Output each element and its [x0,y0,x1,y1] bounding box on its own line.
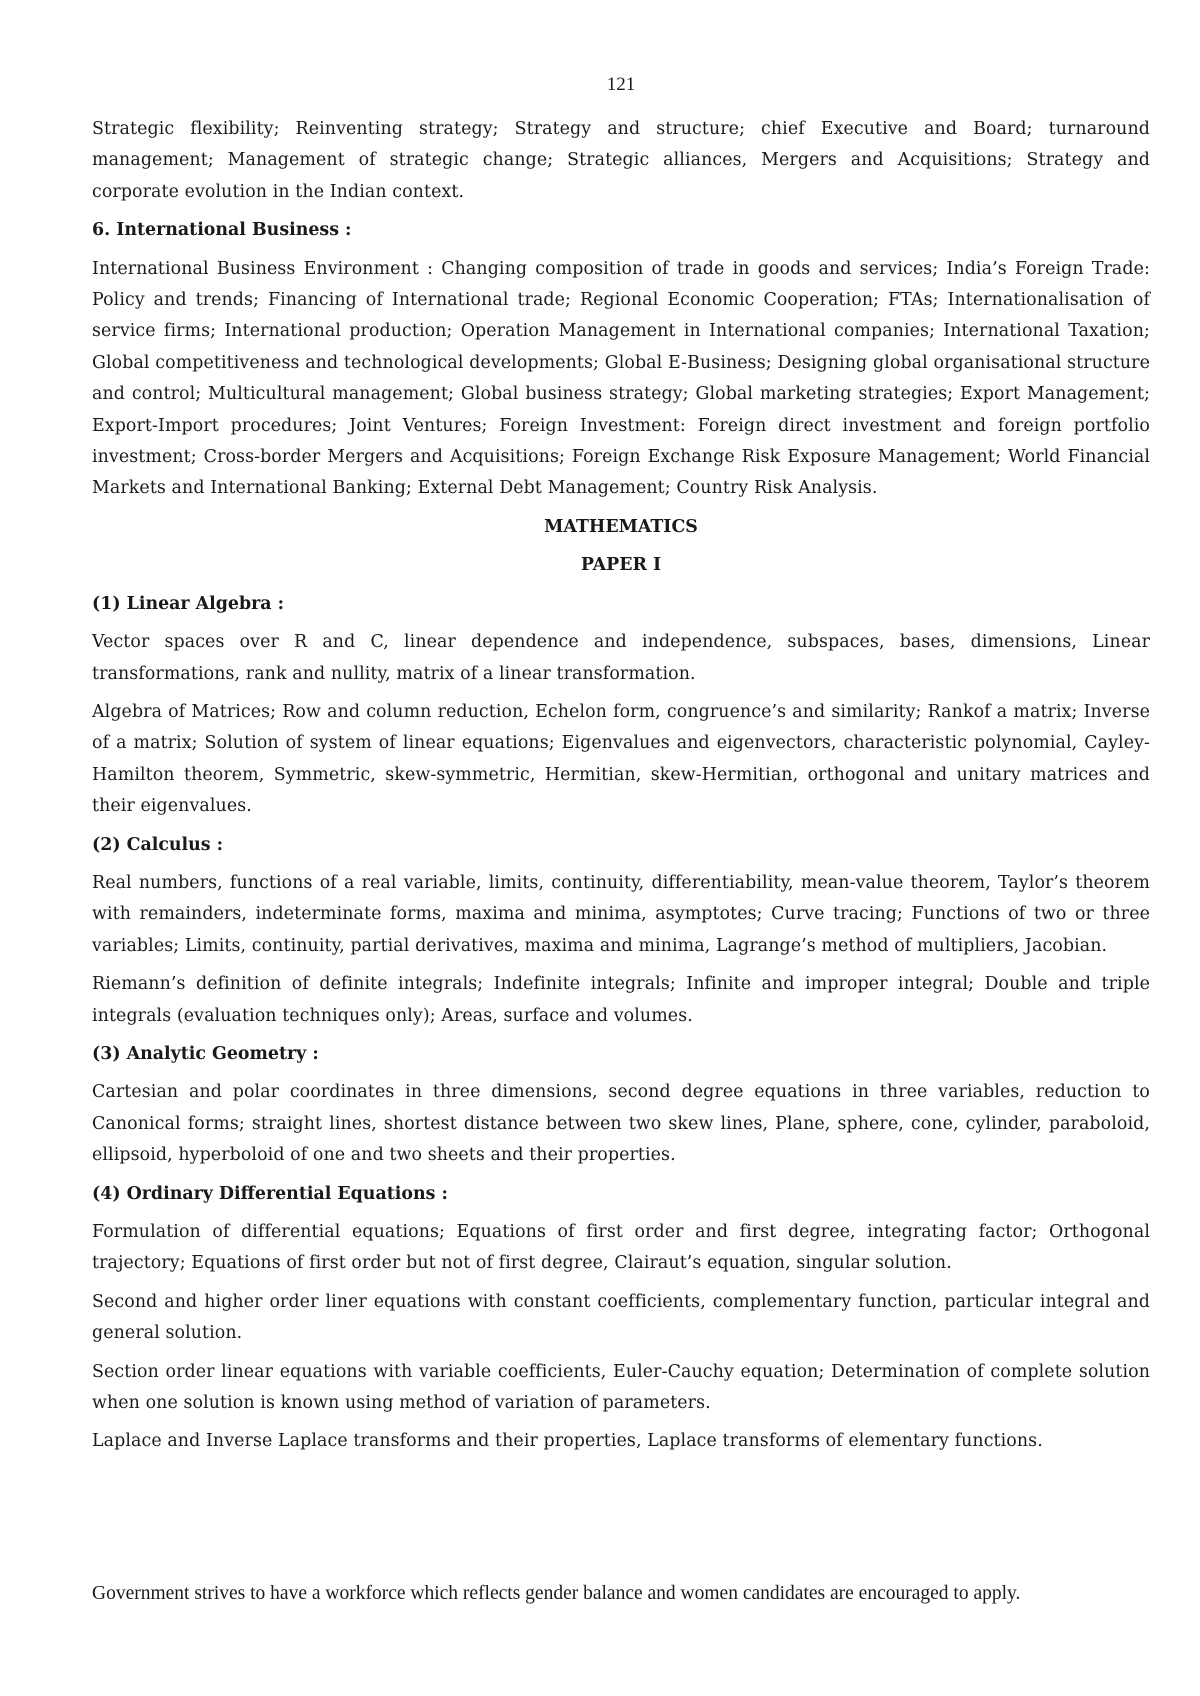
intro-paragraph: Strategic flexibility; Reinventing strategy; Strategy and structure; chief Executive and Board; turnaround management; Management of strategic change; Strategic alliances, Mergers and Acquisitions; Strategy and corporate evolution in the Indian context. [92,119,1150,202]
section-heading-analytic-geometry: (3) Analytic Geometry : [92,1043,319,1064]
section-heading-ode: (4) Ordinary Differential Equations : [92,1183,448,1204]
linear-algebra-paragraph-2: Algebra of Matrices; Row and column reduction, Echelon form, congruence’s and similarity; Rankof a matrix; Inverse of a matrix; Solution of system of linear equations; Eigenvalues and eigenvectors, characteristic polynomial, Cayley-Hamilton theorem, Symmetric, skew-symmetric, Hermitian, skew-Hermitian, orthogonal and unitary matrices and their eigenvalues. [92,701,1150,817]
footer-note: Government strives to have a workforce which reflects gender balance and women candidates are encouraged to apply. [92,1583,1021,1604]
international-business-paragraph: International Business Environment : Changing composition of trade in goods and services; India’s Foreign Trade: Policy and trends; Financing of International trade; Regional Economic Cooperation; FTAs; Internationalisation of service firms; International production; Operation Management in International companies; International Taxation; Global competitiveness and technological developments; Global E-Business; Designing global organisational structure and control; Multicultural management; Global business strategy; Global marketing strategies; Export Management; Export-Import procedures; Joint Ventures; Foreign Investment: Foreign direct investment and foreign portfolio investment; Cross-border Mergers and Acquisitions; Foreign Exchange Risk Exposure Management; World Financial Markets and International Banking; External Debt Management; Country Risk Analysis. [92,258,1150,499]
section-heading-calculus: (2) Calculus : [92,834,224,855]
ode-paragraph-2: Second and higher order liner equations with constant coefficients, complementary function, particular integral and general solution. [92,1291,1150,1344]
mathematics-title: MATHEMATICS [544,516,698,537]
calculus-paragraph-1: Real numbers, functions of a real variable, limits, continuity, differentiability, mean-value theorem, Taylor’s theorem with remainders, indeterminate forms, maxima and minima, asymptotes; Curve tracing; Functions of two or three variables; Limits, continuity, partial derivatives, maxima and minima, Lagrange’s method of multipliers, Jacobian. [92,872,1150,956]
linear-algebra-paragraph-1: Vector spaces over R and C, linear dependence and independence, subspaces, bases, dimensions, Linear transformations, rank and nullity, matrix of a linear transformation. [92,632,1150,684]
document-page [92,60,1150,1465]
section-heading-international-business: 6. International Business : [92,220,352,241]
section-heading-linear-algebra: (1) Linear Algebra : [92,593,285,614]
ode-paragraph-1: Formulation of differential equations; Equations of first order and first degree, integrating factor; Orthogonal trajectory; Equations of first order but not of first degree, Clairaut’s equation, singular solution. [92,1222,1150,1274]
analytic-geometry-paragraph: Cartesian and polar coordinates in three dimensions, second degree equations in three variables, reduction to Canonical forms; straight lines, shortest distance between two skew lines, Plane, sphere, cone, cylinder, paraboloid, ellipsoid, hyperboloid of one and two sheets and their properties. [92,1082,1150,1166]
ode-paragraph-3: Section order linear equations with variable coefficients, Euler-Cauchy equation; Determination of complete solution when one solution is known using method of variation of parameters. [92,1361,1150,1414]
paper-title: PAPER I [580,555,662,576]
calculus-paragraph-2: Riemann’s definition of definite integrals; Indefinite integrals; Infinite and improper integral; Double and triple integrals (evaluation techniques only); Areas, surface and volumes. [92,974,1150,1026]
ode-paragraph-4: Laplace and Inverse Laplace transforms and their properties, Laplace transforms of elementary functions. [92,1431,1043,1452]
page-number: 121 [606,74,636,95]
